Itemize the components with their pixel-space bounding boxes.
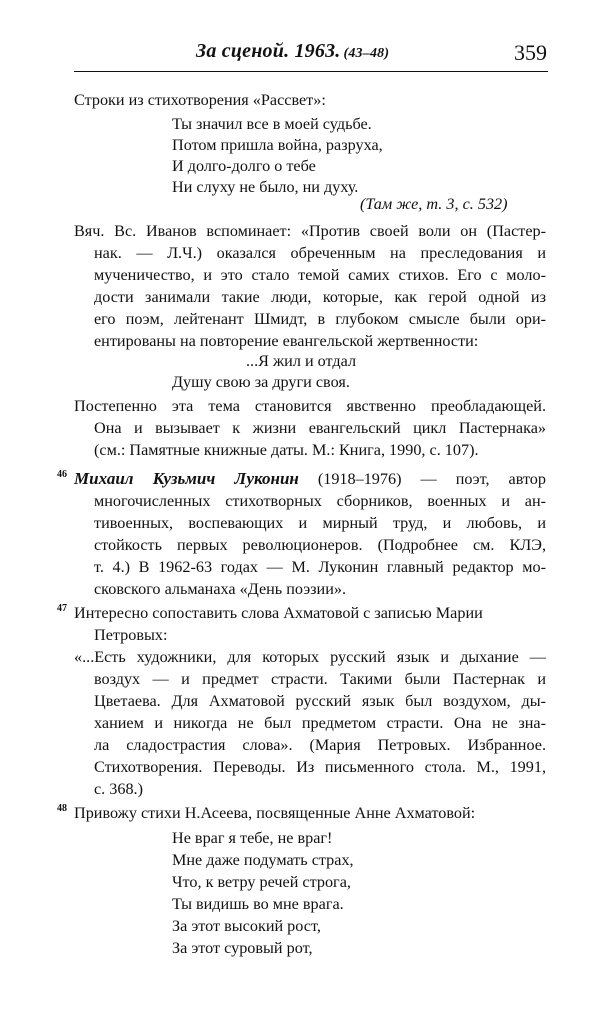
header-rule (74, 71, 548, 72)
paragraph-line: мученичество, и это стало темой самих стихов. Его с моло- (94, 266, 546, 284)
note-line: воздух — и предмет страсти. Такими были Пастернак и (94, 670, 546, 688)
paragraph-line: нак. — Л.Ч.) оказался обреченным на преследования и (94, 244, 546, 262)
poem-line: Что, к ветру речей строга, (172, 873, 351, 891)
poem-line: Не враг я тебе, не враг! (172, 829, 333, 847)
note-line: «...Есть художники, для которых русский язык и дыхание — (74, 648, 546, 666)
note-line: сковского альманаха «День поэзии». (94, 580, 347, 598)
paragraph-line: его поэм, лейтенант Шмидт, в глубоком смысле были ори- (94, 310, 546, 328)
footnote-number: 47 (57, 603, 67, 614)
page-number: 359 (514, 40, 547, 65)
paragraph-line: (см.: Памятные книжные даты. М.: Книга, 1990, с. 107). (94, 441, 479, 459)
poem-line: Ни слуху не было, ни духу. (172, 178, 359, 196)
note-range: (43–48) (343, 46, 390, 61)
citation: (Там же, т. 3, с. 532) (360, 195, 508, 213)
paragraph-line: ентированы на повторение евангельской жертвенности: (94, 332, 479, 350)
paragraph-line: Она и вызывает к жизни евангельский цикл Пастернака» (94, 419, 546, 437)
note-line: многочисленных стихотворных сборников, военных и ан- (94, 492, 546, 510)
note-line: Интересно сопоставить слова Ахматовой с записью Марии (74, 604, 483, 622)
note-line: ла сладострастия слова». (Мария Петровых. Избранное. (94, 736, 546, 754)
running-head (196, 40, 389, 63)
person-name: Михаил Кузьмич Луконин (74, 469, 299, 488)
note-line: Привожу стихи Н.Асеева, посвященные Анне Ахматовой: (74, 804, 476, 822)
paragraph-line: Постепенно эта тема становится явственно преобладающей. (74, 397, 546, 415)
note-line: Стихотворения. Переводы. Из письменного стола. М., 1991, (94, 758, 546, 776)
poem-line: Потом пришла война, разруха, (172, 136, 383, 154)
note-line: стойкость первых революционеров. (Подробнее см. КЛЭ, (94, 536, 546, 554)
quote-line: ...Я жил и отдал (246, 352, 357, 370)
footnote-number: 46 (57, 469, 67, 480)
poem-line: И долго-долго о тебе (172, 157, 316, 175)
note-line: ханием и никогда не был предметом страсти. Она не зна- (94, 714, 546, 732)
note46-dates: (1918–1976) — поэт, автор (298, 470, 546, 488)
paragraph-line: дости занимали такие люди, которые, как герой одной из (94, 288, 546, 306)
footnote-number: 48 (57, 803, 67, 814)
note46-first-line (74, 469, 546, 489)
poem-line: За этот высокий рост, (172, 917, 321, 935)
quote-line: Душу свою за други своя. (172, 373, 350, 391)
note-line: Петровых: (94, 626, 168, 644)
poem-line: Ты видишь во мне врага. (172, 895, 344, 913)
note-line: с. 368.) (94, 780, 143, 798)
poem-line: Мне даже подумать страх, (172, 851, 354, 869)
poem-line: За этот суровый рот, (172, 939, 313, 957)
paragraph-line: Вяч. Вс. Иванов вспоминает: «Против своей воли он (Пастер- (74, 222, 546, 240)
poem-line: Ты значил все в моей судьбе. (172, 115, 372, 133)
note-line: Цветаева. Для Ахматовой русский язык был воздухом, ды- (94, 692, 546, 710)
note-line: тивоенных, воспевающих и мирный труд, и любовь, и (94, 514, 546, 532)
running-title: За сценой. 1963. (196, 40, 341, 62)
rassvet-intro: Строки из стихотворения «Рассвет»: (74, 91, 326, 109)
note-line: т. 4.) В 1962-63 годах — М. Луконин главный редактор мо- (94, 558, 546, 576)
